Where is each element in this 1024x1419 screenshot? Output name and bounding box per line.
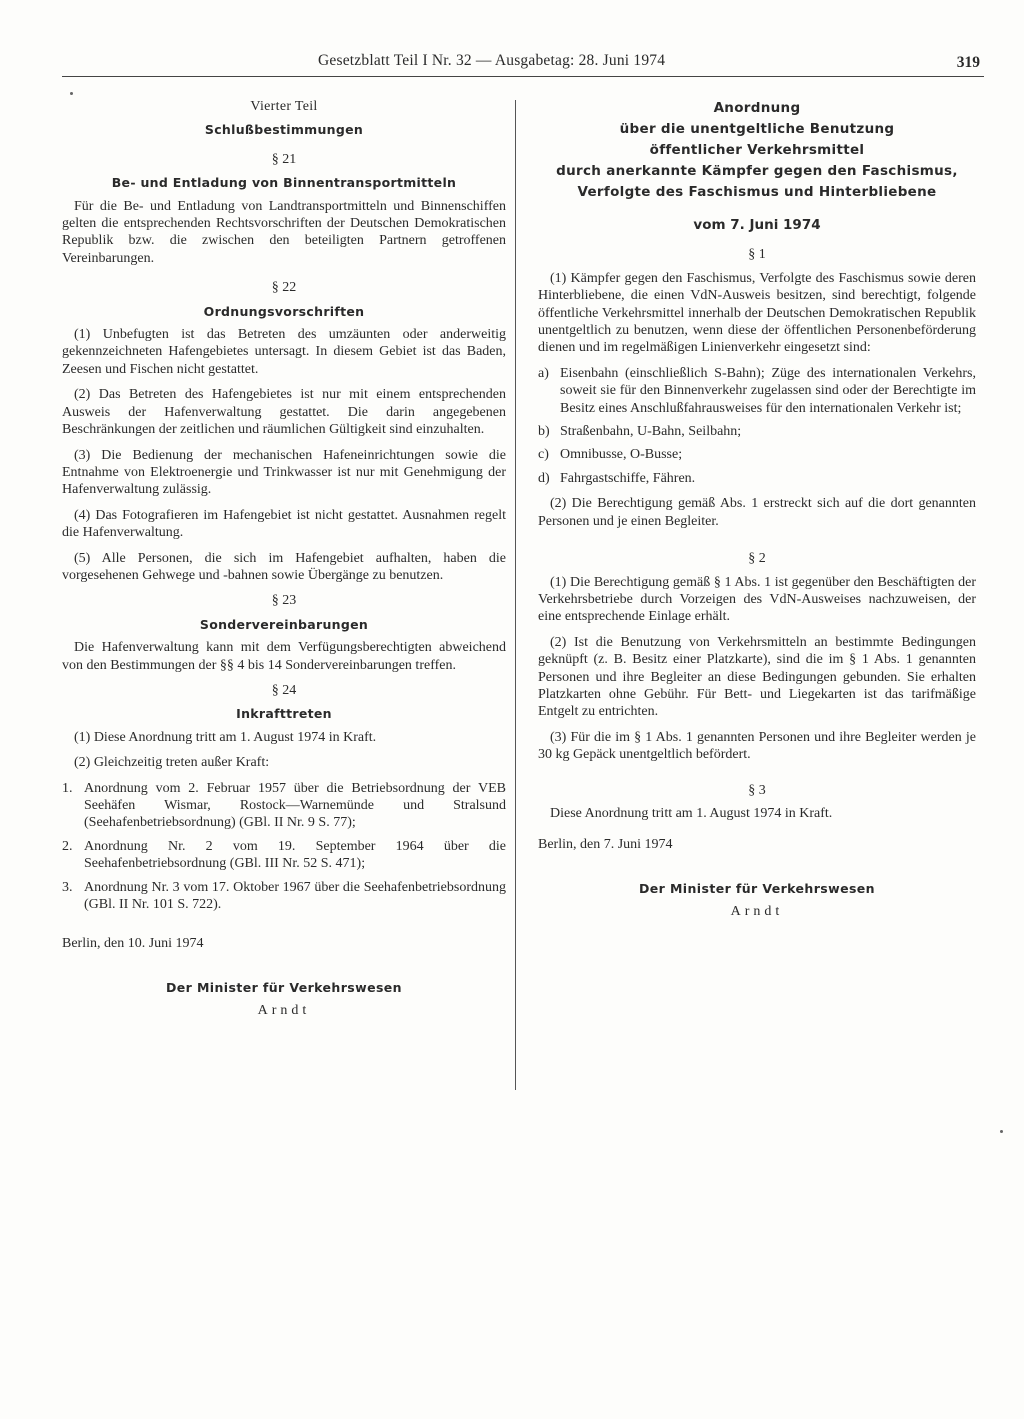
list-item [538,470,976,487]
section-23-text: Die Hafenverwaltung kann mit dem Verfügungsberechtigten abweichend von den Bestimmungen der §§ 4 bis 14 Sondervereinbarungen treffen. [62,640,506,673]
list-item-text: Anordnung Nr. 2 vom 19. September 1964 über die Seehafenbetriebsordnung (GBl. III Nr. 52 S. 471); [84,838,506,872]
section-3-text: Diese Anordnung tritt am 1. August 1974 in Kraft. [550,805,833,821]
scan-speck [1000,1130,1003,1133]
section-1-para-2: (2) Die Berechtigung gemäß Abs. 1 erstreckt sich auf die dort genannten Personen und je einen Begleiter. [538,496,976,529]
running-header: Gesetzblatt Teil I Nr. 32 — Ausgabetag: 28. Juni 1974 [318,52,666,69]
list-item-marker: a) [538,365,549,381]
section-24-number: § 24 [271,682,297,698]
part-number: Vierter Teil [250,99,318,114]
list-item-text: Anordnung Nr. 3 vom 17. Oktober 1967 über die Seehafenbetriebsordnung (GBl. II Nr. 101 S. 722). [84,879,506,913]
list-item [62,780,506,832]
list-item [538,365,976,417]
section-24-para-1: (1) Diese Anordnung tritt am 1. August 1974 in Kraft. [74,729,377,745]
list-item-marker: c) [538,447,549,463]
right-signer-title: Der Minister für Verkehrswesen [639,880,875,896]
list-item-text: Anordnung vom 2. Februar 1957 über die Betriebsordnung der VEB Seehäfen Wismar, Rostock—Warnemünde und Stralsund (Seehafenbetriebsordnung) (GBl. II Nr. 9 S. 77); [84,780,506,831]
list-item [62,838,506,873]
list-item-text: Omnibusse, O-Busse; [560,447,683,463]
section-2-para-3: (3) Für die im § 1 Abs. 1 genannten Personen und ihre Begleiter werden je 30 kg Gepäck unentgeltlich befördert. [538,729,976,763]
section-22-para-5: (5) Alle Personen, die sich im Hafengebiet aufhalten, haben die vorgesehenen Gehwege und -bahnen sowie Übergänge zu benutzen. [62,550,506,583]
right-signer-name: Arndt [730,904,784,920]
right-column [538,98,976,921]
header-rule [62,76,984,77]
list-item [62,879,506,914]
list-item-text: Eisenbahn (einschließlich S-Bahn); Züge des internationalen Verkehrs, soweit sie für den Binnenverkehr zugelassen sind oder der Berechtigte im Besitz eines Anschlußfahrausweises für den internationalen Verkehr ist; [560,365,976,416]
section-2-para-1: (1) Die Berechtigung gemäß § 1 Abs. 1 ist gegenüber den Beschäftigten der Verkehrsbetriebe durch Vorzeigen des VdN-Ausweises nachzuweisen, der eine entsprechende Einlage erhält. [538,574,976,625]
list-item-marker: 3. [62,879,73,895]
section-22-para-2: (2) Das Betreten des Hafengebietes ist nur mit einem entsprechenden Ausweis der Hafenverwaltung gestattet. Die darin angegebenen Beschränkungen der zeitlichen und räumlichen Gültigkeit sind einzuhalten. [62,387,506,438]
list-item [538,423,976,440]
list-item [538,446,976,463]
title-line: durch anerkannte Kämpfer gegen den Faschismus, [556,163,958,179]
repealed-list [62,780,506,914]
list-item-text: Fahrgastschiffe, Fähren. [560,470,696,486]
ordinance-title [538,98,976,203]
list-item-marker: d) [538,470,550,486]
list-item-text: Straßenbahn, U-Bahn, Seilbahn; [560,424,742,440]
section-2-para-2: (2) Ist die Benutzung von Verkehrsmitteln an bestimmte Bedingungen geknüpft (z. B. Besitz einer Platzkarte), sind die im § 1 Abs. 1 genannten Personen und ihre Begleiter an diese Bedingungen gebunden. Sie erhalten Platzkarten ohne Gebühr. Für Bett- und Liegekarten ist das tarifmäßige Entgelt zu entrichten. [538,634,976,720]
section-1-para-1: (1) Kämpfer gegen den Faschismus, Verfolgte des Faschismus sowie deren Hinterbliebene, die einen VdN-Ausweis besitzen, sind berechtigt, folgende öffentliche Verkehrsmittel innerhalb der Deutschen Demokratischen Republik unentgeltlich zu benutzen, wenn diese der öffentlichen Personenbeförderung dienen und im regelmäßigen Linienverkehr eingesetzt sind: [538,270,976,356]
section-22-para-3: (3) Die Bedienung der mechanischen Hafeneinrichtungen sowie die Entnahme von Elektroenergie und Trinkwasser ist nur mit Genehmigung der Hafenverwaltung zulässig. [62,447,506,498]
section-1-number: § 1 [748,247,766,263]
left-signer-name: Arndt [257,1003,311,1019]
section-22-para-4: (4) Das Fotografieren im Hafengebiet ist nicht gestattet. Ausnahmen regelt die Hafenverwaltung. [62,507,506,541]
transport-list [538,365,976,487]
section-21-number: § 21 [271,151,297,167]
section-3-number: § 3 [748,782,766,798]
list-item-marker: b) [538,424,550,440]
column-divider [515,100,516,1090]
section-21-text: Für die Be- und Entladung von Landtransportmitteln und Binnenschiffen gelten die entsprechenden Rechtsvorschriften der Deutschen Demokratischen Republik bzw. die zwischen den beteiligten Partnern getroffenen Vereinbarungen. [62,198,506,266]
ordinance-date: vom 7. Juni 1974 [693,217,821,233]
title-line: öffentlicher Verkehrsmittel [649,142,865,158]
title-line: Verfolgte des Faschismus und Hinterbliebene [577,184,937,200]
section-22-para-1: (1) Unbefugten ist das Betreten des umzäunten oder anderweitig gekennzeichneten Hafengebietes untersagt. In diesem Gebiet ist das Baden, Zeesen und Fischen nicht gestattet. [62,327,506,377]
section-24-para-2: (2) Gleichzeitig treten außer Kraft: [74,755,270,771]
section-22-number: § 22 [271,280,297,296]
section-23-number: § 23 [271,593,297,609]
section-22-title: Ordnungsvorschriften [203,303,365,319]
page-number: 319 [956,54,980,71]
scan-speck [70,92,73,95]
left-column [62,98,506,1020]
part-title: Schlußbestimmungen [204,122,364,138]
section-24-title: Inkrafttreten [236,706,332,722]
title-line: Anordnung [713,100,801,116]
section-21-title: Be- und Entladung von Binnentransportmitteln [111,175,457,191]
right-place-date: Berlin, den 7. Juni 1974 [538,837,673,853]
page-header [0,52,1024,78]
list-item-marker: 1. [62,780,73,796]
left-signer-title: Der Minister für Verkehrswesen [166,979,402,995]
list-item-marker: 2. [62,838,73,854]
title-line: über die unentgeltliche Benutzung [619,121,895,137]
section-23-title: Sondervereinbarungen [199,616,369,632]
section-2-number: § 2 [748,551,766,567]
left-place-date: Berlin, den 10. Juni 1974 [62,936,204,952]
